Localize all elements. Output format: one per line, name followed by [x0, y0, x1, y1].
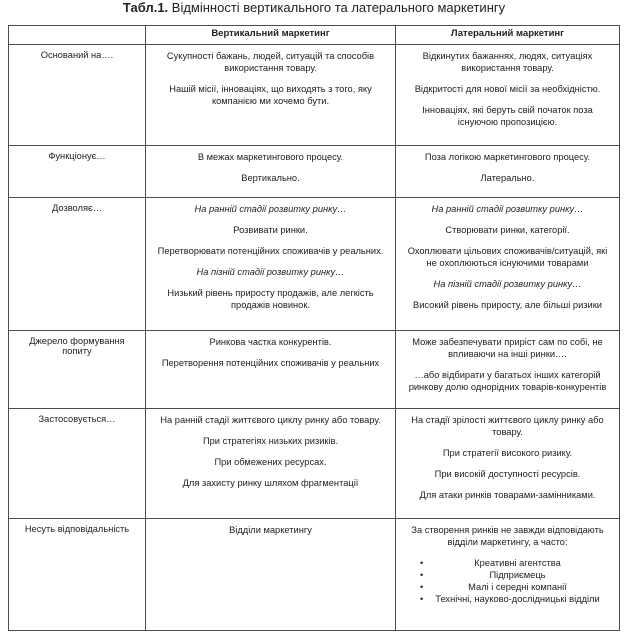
list-item: • Креативні агентства: [422, 557, 613, 569]
vertical-text: Перетворення потенційних споживачів у реальних: [161, 358, 380, 368]
vertical-text: При стратегіях низьких ризиків.: [202, 436, 339, 446]
lateral-cell: [396, 331, 620, 409]
vertical-text: Нашій місії, інноваціях, що виходять з того, яку компанією ми хочемо бути.: [169, 84, 372, 106]
row-label: Функціонує…: [9, 146, 146, 198]
list-item: • Малі і середні компанії: [422, 581, 613, 593]
vertical-cell: [146, 198, 396, 331]
lateral-text: На пізній стадії розвитку ринку…: [433, 279, 582, 289]
comparison-table: [8, 25, 620, 631]
vertical-text: При обмежених ресурсах.: [214, 457, 327, 467]
vertical-text: Відділи маркетингу: [229, 525, 312, 535]
vertical-text: Вертикально.: [241, 173, 300, 183]
lateral-text: Поза логікою маркетингового процесу.: [424, 152, 591, 162]
lateral-text: Може забезпечувати приріст сам по собі, не впливаючи на інші ринки….: [412, 337, 603, 359]
lateral-text: Латерально.: [480, 173, 535, 183]
row-label: Оснований на….: [9, 45, 146, 146]
table-row: [9, 409, 620, 519]
row-label: Джерело формування попиту: [9, 331, 146, 409]
vertical-text: На пізній стадії розвитку ринку…: [196, 267, 345, 277]
responsible-list: [402, 557, 613, 605]
row-label: Дозволяє…: [9, 198, 146, 331]
table-row: [9, 198, 620, 331]
vertical-text: Для захисту ринку шляхом фрагментації: [182, 478, 359, 488]
vertical-text: Ринкова частка конкурентів.: [209, 337, 332, 347]
lateral-text: Інноваціях, які беруть свій початок поза існуючою пропозицією.: [422, 105, 593, 127]
lateral-text: Для атаки ринків товарами-замінниками.: [419, 490, 596, 500]
row-label: Застосовується…: [9, 409, 146, 519]
lateral-text: Створювати ринки, категорії.: [445, 225, 570, 235]
vertical-text: Низький рівень приросту продажів, але легкість продажів новинок.: [167, 288, 374, 310]
table-row: [9, 331, 620, 409]
lateral-text: Відкритості для нової місії за необхідністю.: [414, 84, 601, 94]
lateral-text: Охоплювати цільових споживачів/ситуацій, які не охоплюються існуючими товарами: [407, 246, 608, 268]
vertical-text: Розвивати ринки.: [233, 225, 308, 235]
lateral-text: Відкинутих бажаннях, людях, ситуаціях використання товару.: [422, 51, 593, 73]
vertical-text: На ранній стадії розвитку ринку…: [194, 204, 347, 214]
vertical-cell: [146, 409, 396, 519]
lateral-text: При високій доступності ресурсів.: [434, 469, 581, 479]
caption-text: Відмінності вертикального та латерального маркетингу: [168, 0, 506, 15]
list-item: • Технічні, науково-дослідницькі відділи: [422, 593, 613, 605]
header-lateral: Латеральний маркетинг: [396, 26, 620, 45]
lateral-text: За створення ринків не завжди відповідають відділи маркетингу, а часто:: [411, 525, 604, 547]
lateral-text: При стратегії високого ризику.: [442, 448, 573, 458]
caption-prefix: Табл.1.: [122, 0, 169, 15]
vertical-text: Сукупності бажань, людей, ситуацій та способів використання товару.: [166, 51, 375, 73]
header-vertical: Вертикальний маркетинг: [146, 26, 396, 45]
table-body: [9, 45, 620, 631]
lateral-text: Високий рівень приросту, але більші ризики: [413, 300, 602, 310]
vertical-cell: [146, 146, 396, 198]
vertical-cell: [146, 45, 396, 146]
lateral-cell: [396, 409, 620, 519]
lateral-text: На ранній стадії розвитку ринку…: [431, 204, 584, 214]
header-empty: [9, 26, 146, 45]
lateral-cell: [396, 519, 620, 631]
lateral-text: На стадії зрілості життєвого циклу ринку або товару.: [411, 415, 604, 437]
row-label: Несуть відповідальність: [9, 519, 146, 631]
header-row: [9, 26, 620, 45]
table-row: [9, 146, 620, 198]
lateral-text: …або відбирати у багатьох інших категорій ринкову долю однорідних товарів-конкурентів: [408, 370, 607, 392]
list-item: • Підприємець: [422, 569, 613, 581]
lateral-cell: [396, 146, 620, 198]
lateral-cell: [396, 198, 620, 331]
vertical-cell: [146, 519, 396, 631]
table-row: [9, 45, 620, 146]
vertical-text: В межах маркетингового процесу.: [197, 152, 344, 162]
vertical-text: Перетворювати потенційних споживачів у реальних.: [157, 246, 384, 256]
vertical-text: На ранній стадії життєвого циклу ринку або товару.: [160, 415, 381, 425]
table-caption: [0, 0, 628, 22]
table-row: [9, 519, 620, 631]
lateral-cell: [396, 45, 620, 146]
vertical-cell: [146, 331, 396, 409]
